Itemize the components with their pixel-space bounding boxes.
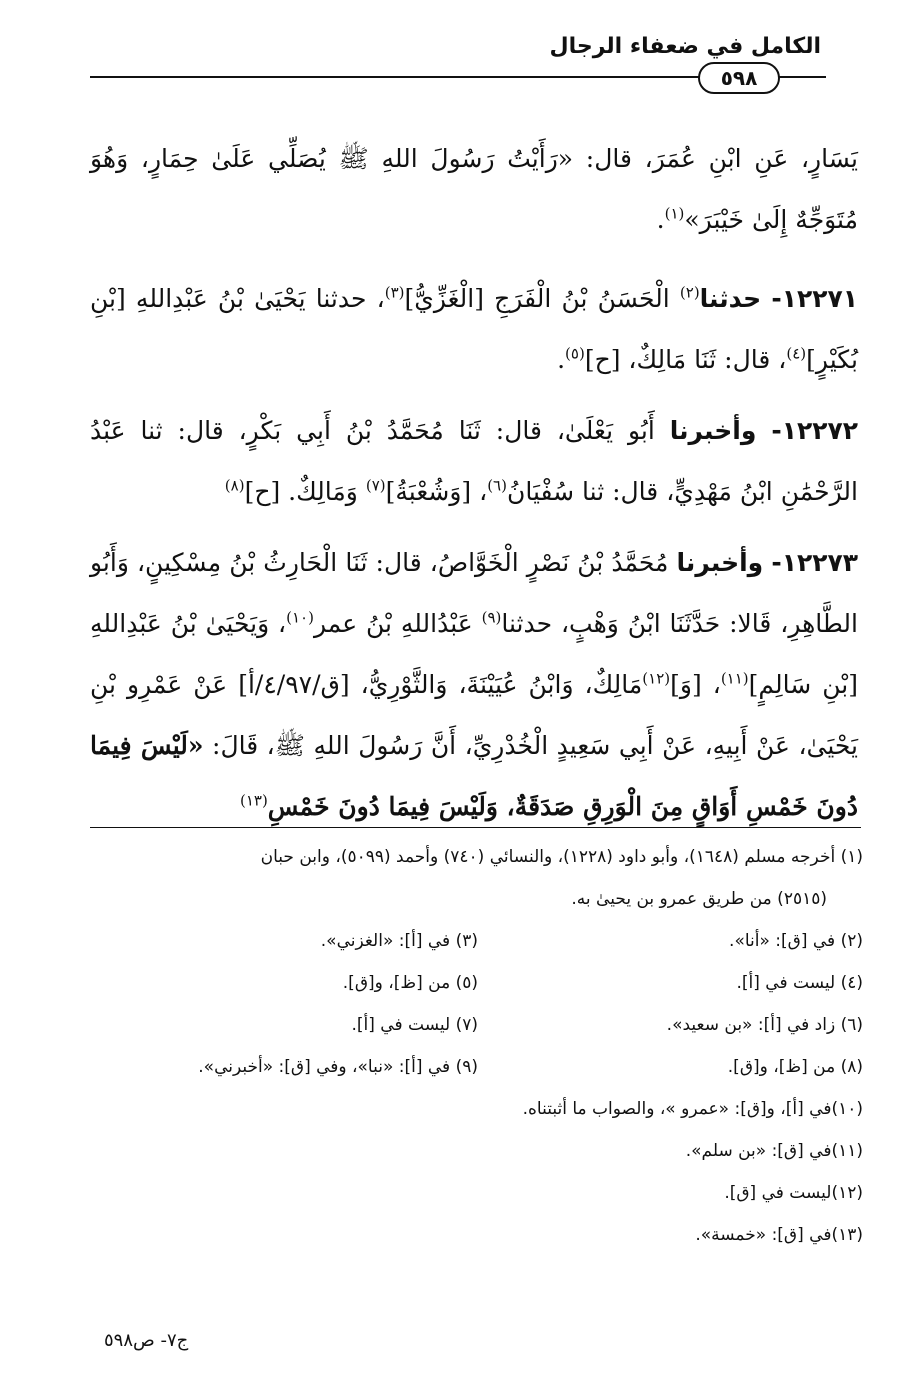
text-segment: ، وَيَحْيَىٰ بْنُ عَبْدِاللهِ [بْنِ سَالِمٍ] bbox=[90, 609, 858, 699]
hadith-12271 bbox=[90, 268, 858, 390]
footnote-4: (٤) ليست في [أ]. bbox=[736, 973, 863, 993]
page-number-badge: ٥٩٨ bbox=[698, 62, 780, 94]
footnote-ref: (٨) bbox=[224, 476, 245, 495]
footnote-3: (٣) في [أ]: «الغزني». bbox=[320, 931, 478, 951]
footnote-7: (٧) ليست في [أ]. bbox=[351, 1015, 478, 1035]
book-title: الكامل في ضعفاء الرجال bbox=[549, 34, 821, 59]
hadith-12273 bbox=[90, 532, 858, 837]
footnote-11: (١١)في [ق]: «بن سلم». bbox=[685, 1141, 863, 1161]
footnote-9: (٩) في [أ]: «نبا»، وفي [ق]: «أخبرني». bbox=[198, 1057, 478, 1077]
footnote-ref: (١٢) bbox=[642, 669, 671, 688]
footnote-8: (٨) من [ظ]، و[ق]. bbox=[727, 1057, 863, 1077]
text-segment: عَبْدُاللهِ بْنُ عمر bbox=[313, 609, 482, 638]
text-segment: ، حدثنا يَحْيَىٰ بْنُ عَبْدِاللهِ [بْنِ بُكَيْرٍ] bbox=[90, 284, 858, 374]
punctuation: . bbox=[557, 345, 566, 374]
footnote-1-continued: (٢٥١٥) من طريق عمرو بن يحيىٰ به. bbox=[571, 889, 827, 909]
footnote-ref: (٤) bbox=[786, 344, 807, 363]
text-segment: وَمَالِكٌ. [ح] bbox=[244, 477, 366, 506]
footnote-ref: (٩) bbox=[481, 608, 502, 627]
main-text bbox=[90, 128, 858, 847]
punctuation: . bbox=[656, 205, 665, 234]
footnote-10: (١٠)في [أ]، و[ق]: «عمرو »، والصواب ما أثبتناه. bbox=[522, 1099, 863, 1119]
footnote-ref: (١) bbox=[664, 204, 685, 223]
transmission-keyword: وأخبرنا bbox=[676, 548, 764, 577]
footnote-12: (١٢)ليست في [ق]. bbox=[724, 1183, 863, 1203]
footnote-ref: (٦) bbox=[487, 476, 507, 495]
footnote-1: (١) أخرجه مسلم (١٦٤٨)، وأبو داود (١٢٢٨)، والنسائي (٧٤٠) وأحمد (٥٠٩٩)، وابن حبان bbox=[260, 847, 863, 867]
footnote-ref: (٥) bbox=[565, 344, 585, 363]
footnote-2: (٢) في [ق]: «أنا». bbox=[729, 931, 863, 951]
footnote-ref: (٣) bbox=[384, 283, 405, 302]
text-segment: ، قال: ثَنَا مَالِكٌ، [ح] bbox=[584, 345, 787, 374]
text-segment: مُحَمَّدُ بْنُ نَصْرٍ الْخَوَّاصُ، قال: ثَنَا الْحَارِثُ بْنُ مِسْكِينٍ، وَأَبُو الطَّاهِرِ، قَالا: حَدَّثَنَا ابْنُ وَهْبٍ، حدثنا bbox=[90, 548, 858, 638]
hadith-12272 bbox=[90, 400, 858, 522]
hadith-number: ١٢٢٧٢- bbox=[771, 416, 858, 445]
footnotes-rule bbox=[90, 827, 861, 828]
text-segment: ، [وَ] bbox=[670, 670, 721, 699]
paragraph-continuation bbox=[90, 128, 858, 250]
transmission-keyword: وأخبرنا bbox=[669, 416, 757, 445]
footnote-row bbox=[90, 1004, 863, 1046]
continuation-text: يَسَارٍ، عَنِ ابْنِ عُمَرَ، قال: «رَأَيْتُ رَسُولَ اللهِ ﷺ يُصَلِّي عَلَىٰ حِمَارٍ، وَهُوَ مُتَوَجِّهٌ إِلَىٰ خَيْبَرَ» bbox=[90, 144, 858, 234]
footnote-row bbox=[90, 920, 863, 962]
footnote-ref: (٧) bbox=[365, 476, 386, 495]
text-segment: الْحَسَنُ بْنُ الْفَرَجِ [الْغَزِّيُّ] bbox=[404, 284, 680, 313]
hadith-number: ١٢٢٧١- bbox=[771, 284, 858, 313]
volume-page-reference: ج٧- ص٥٩٨ bbox=[104, 1330, 189, 1351]
hadith-matn: «لَيْسَ فِيمَا دُونَ خَمْسِ أَوَاقٍ مِنَ الْوَرِقِ صَدَقَةٌ، وَلَيْسَ فِيمَا دُونَ خَمْسِ bbox=[90, 731, 858, 821]
footnote-row bbox=[90, 1046, 863, 1088]
text-segment: مَالِكٌ، وَابْنُ عُيَيْنَةَ، وَالثَّوْرِيُّ، [ق/٤/٩٧/أ] عَنْ عَمْرِو بْنِ يَحْيَىٰ، عَنْ أَبِيهِ، عَنْ أَبِي سَعِيدٍ الْخُدْرِيِّ، أَنَّ رَسُولَ اللهِ ﷺ، قَالَ: bbox=[90, 670, 858, 760]
footnote-6: (٦) زاد في [أ]: «بن سعيد». bbox=[666, 1015, 863, 1035]
hadith-number: ١٢٢٧٣- bbox=[771, 548, 858, 577]
footnote-row bbox=[90, 962, 863, 1004]
footnote-ref: (١٠) bbox=[286, 608, 314, 627]
footnote-ref: (١١) bbox=[720, 669, 749, 688]
footnote-ref: (٢) bbox=[679, 283, 700, 302]
transmission-keyword: حدثنا bbox=[699, 284, 762, 313]
footnote-13: (١٣)في [ق]: «خمسة». bbox=[695, 1225, 863, 1245]
footnote-5: (٥) من [ظ]، و[ق]. bbox=[342, 973, 478, 993]
text-segment: أَبُو يَعْلَىٰ، قال: ثَنَا مُحَمَّدُ بْنُ أَبِي بَكْرٍ، قال: ثنا عَبْدُ الرَّحْمَٰنِ ابْنُ مَهْدِيٍّ، قال: ثنا سُفْيَانُ bbox=[90, 416, 858, 506]
footnotes bbox=[90, 836, 863, 1256]
footnote-ref: (١٣) bbox=[239, 791, 268, 810]
text-segment: ، [وَشُعْبَةُ] bbox=[385, 477, 488, 506]
